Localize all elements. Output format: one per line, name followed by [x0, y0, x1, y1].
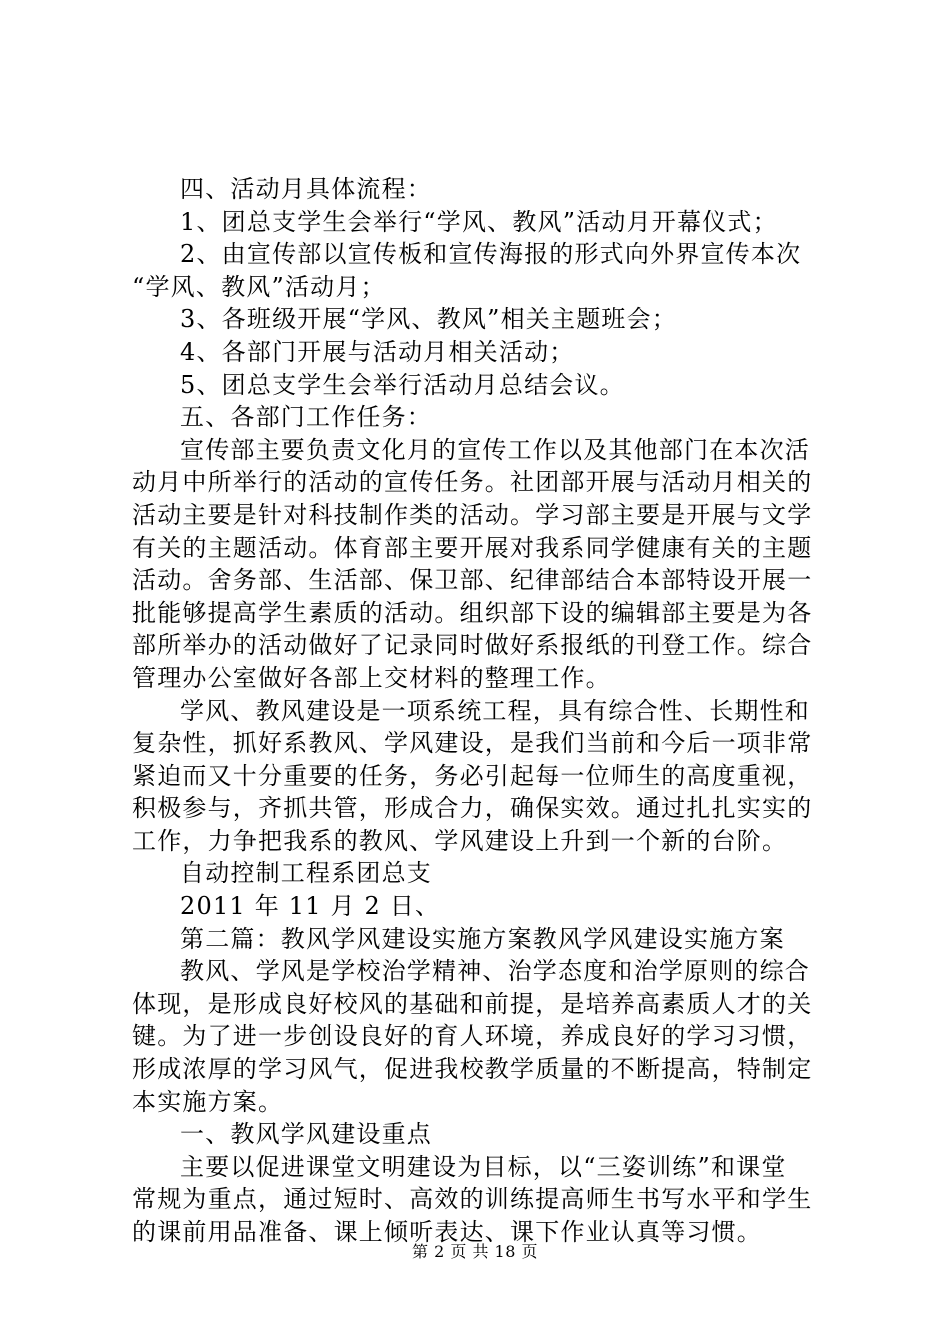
- text-line: 常规为重点，通过短时、高效的训练提高师生书写水平和学生: [132, 1185, 813, 1214]
- text-line: 有关的主题活动。体育部主要开展对我系同学健康有关的主题: [132, 533, 813, 562]
- text-line: 活动。舍务部、生活部、保卫部、纪律部结合本部特设开展一: [132, 566, 813, 595]
- text-line: 动月中所举行的活动的宣传任务。社团部开展与活动月相关的: [132, 468, 813, 497]
- text-line: 工作，力争把我系的教风、学风建设上升到一个新的台阶。: [132, 826, 788, 855]
- text-line: 本实施方案。: [132, 1087, 284, 1116]
- text-line: “学风、教风”活动月；: [132, 272, 386, 301]
- text-line: 积极参与，齐抓共管，形成合力，确保实效。通过扎扎实实的: [132, 794, 813, 823]
- text-line: 活动主要是针对科技制作类的活动。学习部主要是开展与文学: [132, 500, 813, 529]
- text-line: 体现，是形成良好校风的基础和前提，是培养高素质人才的关: [132, 989, 813, 1018]
- text-line: 一、教风学风建设重点: [180, 1120, 432, 1149]
- document-body: [132, 173, 832, 1249]
- text-line: 教风、学风是学校治学精神、治学态度和治学原则的综合: [180, 957, 810, 986]
- text-line: 批能够提高学生素质的活动。组织部下设的编辑部主要是为各: [132, 598, 813, 627]
- text-line: 主要以促进课堂文明建设为目标，以“三姿训练”和课堂: [180, 1152, 787, 1181]
- text-line: 四、活动月具体流程：: [180, 175, 432, 203]
- text-line: 五、各部门工作任务：: [180, 403, 432, 432]
- text-line: 自动控制工程系团总支: [180, 859, 432, 888]
- text-line: 宣传部主要负责文化月的宣传工作以及其他部门在本次活: [180, 435, 810, 464]
- text-line: 第二篇：教风学风建设实施方案教风学风建设实施方案: [180, 924, 785, 953]
- text-line: 的课前用品准备、课上倾听表达、课下作业认真等习惯。: [132, 1218, 762, 1246]
- text-line: 1、团总支学生会举行“学风、教风”活动月开幕仪式；: [180, 207, 778, 236]
- text-line: 学风、教风建设是一项系统工程，具有综合性、长期性和: [180, 696, 810, 725]
- text-line: 形成浓厚的学习风气，促进我校教学质量的不断提高，特制定: [132, 1055, 813, 1084]
- page-footer: 第 2 页 共 18 页: [412, 1242, 538, 1261]
- text-line: 2、由宣传部以宣传板和宣传海报的形式向外界宣传本次: [180, 240, 802, 269]
- text-line: 4、各部门开展与活动月相关活动；: [180, 337, 575, 366]
- text-line: 3、各班级开展“学风、教风”相关主题班会；: [180, 305, 678, 334]
- text-line: 管理办公室做好各部上交材料的整理工作。: [132, 663, 611, 692]
- text-line: 紧迫而又十分重要的任务，务必引起每一位师生的高度重视，: [132, 761, 813, 790]
- text-line: 复杂性，抓好系教风、学风建设，是我们当前和今后一项非常: [132, 729, 813, 758]
- text-line: 部所举办的活动做好了记录同时做好系报纸的刊登工作。综合: [132, 631, 813, 660]
- text-line: 键。为了进一步创设良好的育人环境，养成良好的学习习惯，: [132, 1022, 813, 1051]
- text-line: 2011 年 11 月 2 日、: [180, 892, 441, 921]
- text-line: 5、团总支学生会举行活动月总结会议。: [180, 370, 625, 399]
